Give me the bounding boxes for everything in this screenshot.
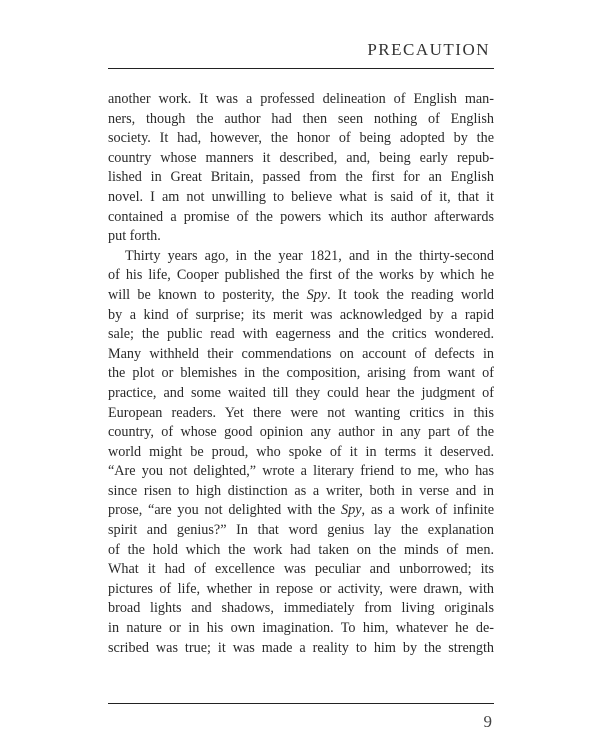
paragraph: [108, 247, 494, 658]
text-line: scribed was true; it was made a reality to him by the strength: [108, 639, 494, 656]
paragraph: [108, 90, 494, 247]
text-line: society. It had, however, the honor of being adopted by the: [108, 130, 494, 147]
text-line: put forth.: [108, 228, 161, 245]
running-head: PRECAUTION: [367, 40, 490, 59]
footer-rule: [108, 703, 494, 704]
text-line: the plot or blemishes in the composition, arising from want of: [108, 365, 494, 382]
text-line: country whose manners it described, and, being early repub-: [108, 149, 494, 166]
text-line: novel. I am not unwilling to believe what is said of it, that it: [108, 188, 494, 205]
text-line: What it had of excellence was peculiar and unborrowed; its: [108, 561, 494, 578]
text-line: contained a promise of the powers which its author afterwards: [108, 208, 494, 225]
text-line: of his life, Cooper published the first of the works by which he: [108, 267, 494, 284]
text-line: “Are you not delighted,” wrote a literary friend to me, who has: [108, 463, 494, 480]
text-line: practice, and some waited till they could hear the judgment of: [108, 384, 494, 401]
text-line: sale; the public read with eagerness and the critics wondered.: [108, 326, 494, 343]
text-line: since risen to high distinction as a writer, both in verse and in: [108, 482, 494, 499]
text-line: world might be proud, who spoke of it in terms it deserved.: [108, 443, 494, 460]
text-line: ners, though the author had then seen nothing of English: [108, 110, 494, 127]
header-rule: [108, 68, 494, 69]
text-line: in nature or in his own imagination. To him, whatever he de-: [108, 620, 494, 637]
text-line: pictures of life, whether in repose or activity, were drawn, with: [108, 580, 494, 597]
text-line: broad lights and shadows, immediately from living originals: [108, 600, 494, 617]
text-line: Thirty years ago, in the year 1821, and in the thirty-second: [125, 247, 494, 264]
text-line: spirit and genius?” In that word genius lay the explanation: [108, 522, 494, 539]
text-line: Many withheld their commendations on account of defects in: [108, 345, 494, 362]
text-line: another work. It was a professed delineation of English man-: [108, 91, 494, 107]
text-line: of the hold which the work had taken on the minds of men.: [108, 541, 494, 558]
body-text: [108, 90, 494, 658]
text-line: European readers. Yet there were not wanting critics in this: [108, 404, 494, 421]
text-line: prose, “are you not delighted with the Spy, as a work of infinite: [108, 502, 494, 519]
text-line: lished in Great Britain, passed from the first for an English: [108, 169, 494, 186]
text-line: country, of whose good opinion any author in any part of the: [108, 424, 494, 441]
text-line: by a kind of surprise; its merit was acknowledged by a rapid: [108, 306, 494, 323]
text-line: will be known to posterity, the Spy. It took the reading world: [108, 286, 494, 303]
page-number: 9: [483, 712, 492, 731]
